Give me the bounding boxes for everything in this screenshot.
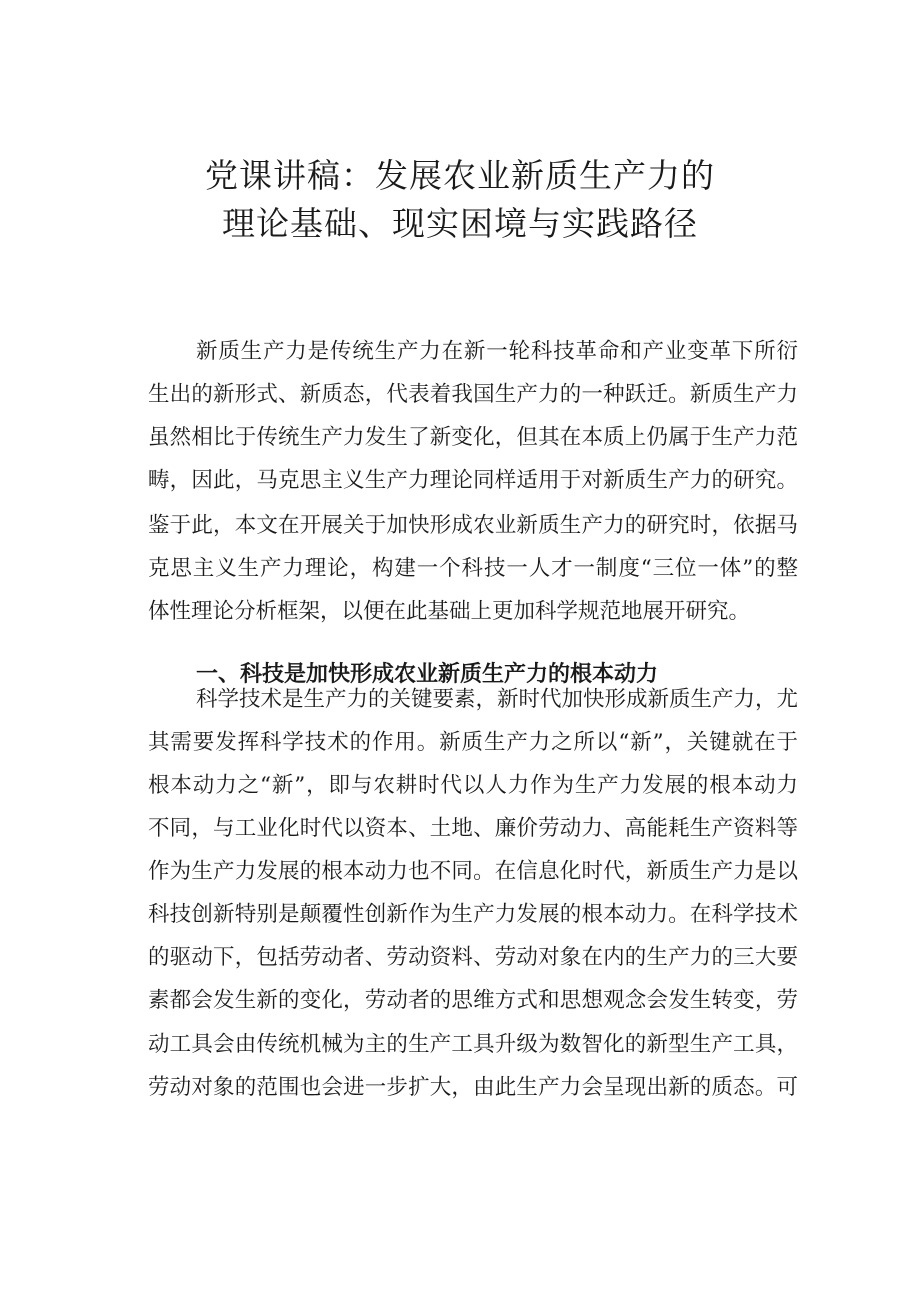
paragraph-line: 劳动对象的范围也会进一步扩大，由此生产力会呈现出新的质态。可	[148, 1075, 798, 1100]
paragraph-line: 素都会发生新的变化，劳动者的思维方式和思想观念会发生转变，劳	[148, 988, 798, 1013]
paragraph-line: 科技创新特别是颠覆性创新作为生产力发展的根本动力。在科学技术	[148, 902, 798, 927]
title-line-1: 党课讲稿：发展农业新质生产力的	[205, 156, 715, 195]
paragraph-line: 的驱动下，包括劳动者、劳动资料、劳动对象在内的生产力的三大要	[148, 945, 798, 970]
paragraph-line: 根本动力之“新”，即与农耕时代以人力作为生产力发展的根本动力	[148, 773, 798, 798]
paragraph-line: 动工具会由传统机械为主的生产工具升级为数智化的新型生产工具，	[148, 1032, 798, 1057]
title-line-2: 理论基础、现实困境与实践路径	[222, 204, 698, 243]
paragraph-line: 科学技术是生产力的关键要素，新时代加快形成新质生产力，尤	[196, 687, 799, 712]
paragraph-line: 不同，与工业化时代以资本、土地、廉价劳动力、高能耗生产资料等	[148, 816, 798, 841]
paragraph-line: 体性理论分析框架，以便在此基础上更加科学规范地展开研究。	[148, 599, 751, 624]
paragraph-line: 生出的新形式、新质态，代表着我国生产力的一种跃迁。新质生产力	[148, 382, 798, 407]
paragraph-line: 虽然相比于传统生产力发生了新变化，但其在本质上仍属于生产力范	[148, 425, 798, 450]
section-heading: 一、科技是加快形成农业新质生产力的根本动力	[196, 662, 659, 688]
paragraph-line: 鉴于此，本文在开展关于加快形成农业新质生产力的研究时，依据马	[148, 513, 798, 538]
paragraph-line: 作为生产力发展的根本动力也不同。在信息化时代，新质生产力是以	[148, 859, 798, 884]
paragraph-line: 克思主义生产力理论，构建一个科技一人才一制度“三位一体”的整	[148, 556, 798, 581]
paragraph-line: 其需要发挥科学技术的作用。新质生产力之所以“新”，关键就在于	[148, 730, 798, 755]
paragraph-line: 畴，因此，马克思主义生产力理论同样适用于对新质生产力的研究。	[148, 468, 798, 493]
paragraph-line: 新质生产力是传统生产力在新一轮科技革命和产业变革下所衍	[196, 339, 798, 364]
document-title	[0, 152, 920, 248]
